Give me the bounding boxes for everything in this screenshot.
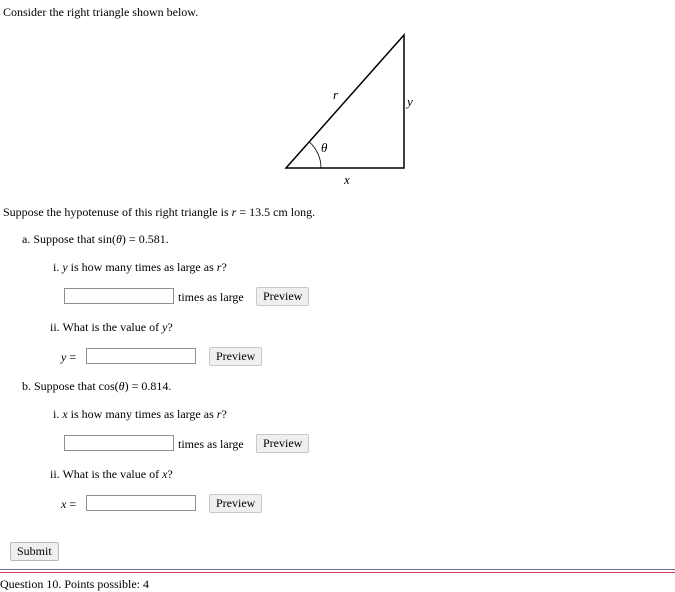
part-a-question-2: ii. What is the value of y?	[50, 320, 173, 334]
prompt-text: Suppose the hypotenuse of this right triangle is r = 13.5 cm long.	[3, 205, 316, 219]
part-b-value-label: x =	[61, 497, 77, 511]
label-theta: θ	[321, 140, 328, 155]
part-b-x-value-input[interactable]	[86, 495, 196, 511]
part-a-ratio-input[interactable]	[64, 288, 174, 304]
part-b-statement: b. Suppose that cos(θ) = 0.814.	[22, 379, 172, 393]
right-triangle-figure	[280, 28, 420, 190]
part-a-y-value-input[interactable]	[86, 348, 196, 364]
triangle-shape	[286, 35, 404, 168]
angle-arc	[309, 142, 321, 168]
part-b-question-1: i. x is how many times as large as r?	[53, 407, 227, 421]
part-b-ratio-preview-button[interactable]: Preview	[256, 434, 309, 453]
intro-text: Consider the right triangle shown below.	[3, 5, 199, 19]
part-a-ratio-suffix: times as large	[178, 290, 244, 304]
divider-top	[0, 569, 675, 570]
part-b-x-preview-button[interactable]: Preview	[209, 494, 262, 513]
part-a-question-1: i. y is how many times as large as r?	[53, 260, 227, 274]
label-r: r	[333, 87, 339, 102]
part-a-statement: a. Suppose that sin(θ) = 0.581.	[22, 232, 169, 246]
part-b-question-2: ii. What is the value of x?	[50, 467, 173, 481]
part-a-value-label: y =	[61, 350, 77, 364]
part-b-ratio-input[interactable]	[64, 435, 174, 451]
part-b-ratio-suffix: times as large	[178, 437, 244, 451]
divider-bottom	[0, 572, 675, 573]
part-a-y-preview-button[interactable]: Preview	[209, 347, 262, 366]
part-a-ratio-preview-button[interactable]: Preview	[256, 287, 309, 306]
label-y: y	[407, 94, 413, 109]
submit-button[interactable]: Submit	[10, 542, 59, 561]
question-footer: Question 10. Points possible: 4	[0, 577, 150, 591]
label-x: x	[344, 172, 350, 187]
